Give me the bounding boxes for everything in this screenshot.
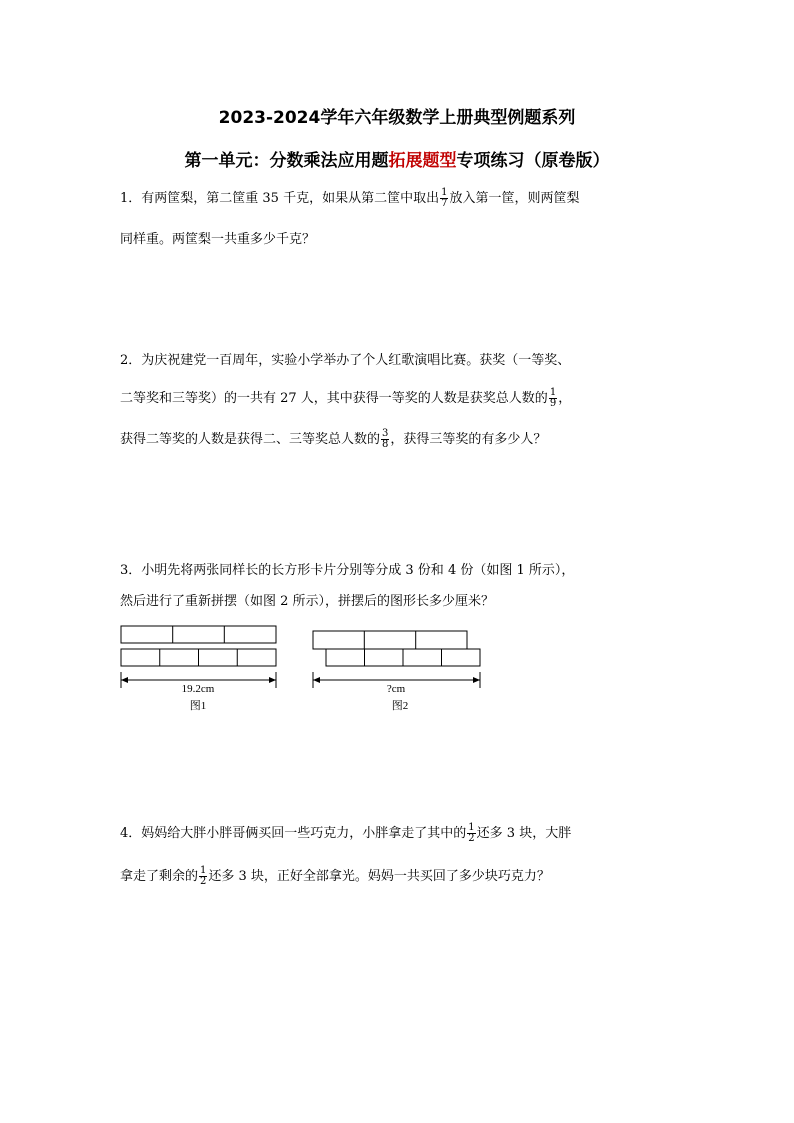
fraction-1-2	[467, 823, 475, 844]
fraction-denominator: 8	[382, 439, 389, 450]
fig2-measure-label: ?cm	[386, 683, 406, 695]
question-1-text-a: 1．有两筐梨，第二筐重 35 千克，如果从第二筐中取出	[120, 191, 440, 206]
fraction-numerator: 1	[200, 865, 207, 876]
fig2-card-thirds	[313, 631, 467, 649]
question-2-text-d: ，获得三等奖的有多少人？	[390, 432, 547, 447]
question-1-line-2: 同样重。两筐梨一共重多少千克？	[120, 232, 316, 247]
question-4-line-2	[120, 866, 550, 887]
fig2-caption: 图2	[391, 700, 409, 712]
fraction-denominator: 7	[441, 198, 448, 209]
figure-1	[121, 626, 276, 688]
question-4-line-1	[120, 823, 571, 844]
fraction-denominator: 2	[200, 876, 207, 887]
question-2-text-c: 获得二等奖的人数是获得二、三等奖总人数的	[120, 432, 381, 447]
question-3-line-2: 然后进行了重新拼摆（如图 2 所示），拼摆后的图形长多少厘米？	[120, 594, 495, 609]
question-1-text-b: 放入第一筐，则两筐梨	[449, 191, 580, 206]
subtitle-suffix: 专项练习（原卷版）	[456, 151, 610, 171]
question-2-text-b: ，	[558, 391, 572, 406]
arrow-right-icon	[473, 677, 480, 683]
fig1-measure-label: 19.2cm	[181, 683, 215, 695]
arrow-left-icon	[313, 677, 320, 683]
question-4-text-b: 还多 3 块，大胖	[476, 826, 572, 841]
page-title: 2023-2024学年六年级数学上册典型例题系列	[218, 108, 576, 128]
question-4-text-c: 拿走了剩余的	[120, 869, 199, 884]
fig1-card-thirds	[121, 626, 276, 643]
question-2-line-1: 2．为庆祝建党一百周年，实验小学举办了个人红歌演唱比赛。获奖（一等奖、	[120, 353, 571, 368]
fig1-caption: 图1	[189, 700, 207, 712]
question-4-text-d: 还多 3 块，正好全部拿光。妈妈一共买回了多少块巧克力？	[208, 869, 550, 884]
fraction-numerator: 1	[468, 822, 475, 833]
fraction-numerator: 1	[549, 387, 557, 398]
figure-2	[313, 631, 480, 688]
question-4-text-a: 4．妈妈给大胖小胖哥俩买回一些巧克力，小胖拿走了其中的	[120, 826, 467, 841]
fraction-denominator: 9	[549, 398, 557, 409]
fraction-1-2	[199, 866, 207, 887]
arrow-right-icon	[269, 677, 276, 683]
arrow-left-icon	[121, 677, 128, 683]
fraction-numerator: 1	[441, 187, 448, 198]
fraction-denominator: 2	[468, 833, 475, 844]
subtitle-prefix: 第一单元：分数乘法应用题	[184, 151, 389, 171]
fraction-numerator: 3	[382, 428, 389, 439]
subtitle-highlight: 拓展题型	[388, 151, 457, 171]
question-3-line-1: 3．小明先将两张同样长的长方形卡片分别等分成 3 份和 4 份（如图 1 所示），	[120, 563, 575, 578]
question-2-text-a: 二等奖和三等奖）的一共有 27 人，其中获得一等奖的人数是获奖总人数的	[120, 391, 548, 406]
